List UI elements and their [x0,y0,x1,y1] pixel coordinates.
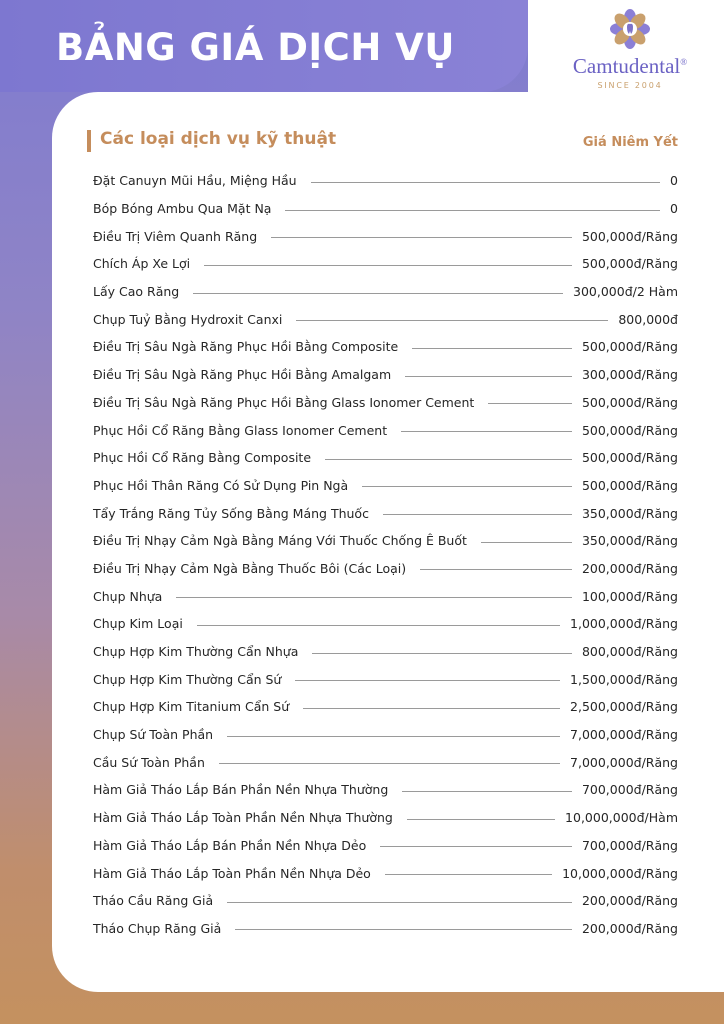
service-name: Hàm Giả Tháo Lắp Toàn Phần Nền Nhựa Thường [93,810,393,826]
service-price: 7,000,000đ/Răng [570,727,678,743]
dotted-leader [402,791,572,792]
dotted-leader [481,542,572,543]
service-price: 500,000đ/Răng [581,339,678,355]
service-row [93,278,678,306]
service-row [93,638,678,666]
dotted-leader [362,486,572,487]
service-row [93,499,678,527]
service-row [93,748,678,776]
service-name: Phục Hồi Cổ Răng Bằng Glass Ionomer Cement [93,422,388,438]
service-price: 350,000đ/Răng [581,533,678,549]
service-row [93,389,678,417]
service-price: 7,000,000đ/Răng [570,754,678,770]
logo-wordmark [562,54,698,79]
service-price: 1,000,000đ/Răng [570,616,678,632]
logo-since: SINCE 2004 [597,81,663,90]
service-name: Lấy Cao Răng [93,284,180,300]
service-name: Chụp Sứ Toàn Phần [93,727,214,743]
service-row [93,832,678,860]
service-row [93,804,678,832]
dotted-leader [271,237,572,238]
dotted-leader [412,348,572,349]
dotted-leader [325,459,572,460]
dotted-leader [311,182,660,183]
service-price: 800,000đ [618,311,678,327]
dotted-leader [405,376,572,377]
service-name: Phục Hồi Thân Răng Có Sử Dụng Pin Ngà [93,477,349,493]
dotted-leader [420,569,572,570]
service-row [93,167,678,195]
dotted-leader [488,403,572,404]
service-name: Điều Trị Viêm Quanh Răng [93,228,258,244]
service-price: 10,000,000đ/Hàm [565,810,678,826]
service-price: 200,000đ/Răng [581,560,678,576]
flower-logo-icon [606,8,654,52]
service-name: Điều Trị Nhạy Cảm Ngà Bằng Thuốc Bôi (Các Loại) [93,560,407,576]
service-price: 700,000đ/Răng [581,782,678,798]
service-price: 200,000đ/Răng [581,920,678,936]
service-name: Đặt Canuyn Mũi Hầu, Miệng Hầu [93,173,297,189]
dotted-leader [193,293,563,294]
service-row [93,527,678,555]
dotted-leader [227,736,560,737]
service-price: 10,000,000đ/Răng [562,865,678,881]
dotted-leader [385,874,552,875]
brand-logo [562,8,698,90]
service-name: Điều Trị Sâu Ngà Răng Phục Hồi Bằng Glass Ionomer Cement [93,394,475,410]
service-price: 700,000đ/Răng [581,837,678,853]
service-price: 500,000đ/Răng [581,394,678,410]
page-title: BẢNG GIÁ DỊCH VỤ [56,26,455,69]
service-name: Chụp Nhựa [93,588,163,604]
dotted-leader [401,431,572,432]
service-name: Tháo Chụp Răng Giả [93,920,222,936]
service-price: 500,000đ/Răng [581,450,678,466]
service-row [93,915,678,943]
service-price: 0 [670,173,678,189]
service-row [93,776,678,804]
dotted-leader [204,265,572,266]
service-row [93,444,678,472]
service-name: Tẩy Trắng Răng Tủy Sống Bằng Máng Thuốc [93,505,369,521]
service-name: Điều Trị Nhạy Cảm Ngà Bằng Máng Với Thuốc Chống Ê Buốt [93,533,467,549]
service-row [93,610,678,638]
service-price: 1,500,000đ/Răng [570,671,678,687]
service-price: 100,000đ/Răng [581,588,678,604]
service-row [93,361,678,389]
service-row [93,472,678,500]
dotted-leader [227,902,572,903]
dotted-leader [383,514,572,515]
service-price: 300,000đ/Răng [581,367,678,383]
service-row [93,721,678,749]
service-row [93,333,678,361]
service-row [93,665,678,693]
service-row [93,582,678,610]
service-price: 300,000đ/2 Hàm [573,284,678,300]
dotted-leader [407,819,555,820]
service-price: 200,000đ/Răng [581,893,678,909]
service-name: Tháo Cầu Răng Giả [93,893,214,909]
dotted-leader [197,625,560,626]
service-list [93,167,678,942]
service-row [93,887,678,915]
service-name: Chích Áp Xe Lợi [93,256,191,272]
service-name: Chụp Hợp Kim Thường Cẩn Sứ [93,671,282,687]
dotted-leader [176,597,572,598]
dotted-leader [296,320,608,321]
service-name: Bóp Bóng Ambu Qua Mặt Nạ [93,201,272,217]
service-price: 500,000đ/Răng [581,228,678,244]
service-name: Phục Hồi Cổ Răng Bằng Composite [93,450,312,466]
dotted-leader [285,210,660,211]
service-name: Hàm Giả Tháo Lắp Bán Phần Nền Nhựa Thường [93,782,389,798]
service-price: 350,000đ/Răng [581,505,678,521]
service-price: 800,000đ/Răng [581,644,678,660]
service-price: 500,000đ/Răng [581,256,678,272]
service-row [93,250,678,278]
service-row [93,859,678,887]
service-row [93,305,678,333]
service-name: Cầu Sứ Toàn Phần [93,754,205,770]
registered-mark: ® [680,57,688,67]
service-name: Điều Trị Sâu Ngà Răng Phục Hồi Bằng Amalgam [93,367,392,383]
service-name: Chụp Tuỷ Bằng Hydroxit Canxi [93,311,283,327]
service-price: 2,500,000đ/Răng [570,699,678,715]
service-price: 500,000đ/Răng [581,477,678,493]
dotted-leader [235,929,572,930]
service-row [93,222,678,250]
section-title: Các loại dịch vụ kỹ thuật [100,129,337,149]
dotted-leader [312,653,572,654]
service-name: Hàm Giả Tháo Lắp Toàn Phần Nền Nhựa Dẻo [93,865,371,881]
price-column-header: Giá Niêm Yết [582,135,678,150]
dotted-leader [380,846,572,847]
service-name: Chụp Hợp Kim Thường Cẩn Nhựa [93,644,299,660]
service-row [93,195,678,223]
dotted-leader [219,763,560,764]
service-row [93,555,678,583]
section-accent-bar [87,130,91,152]
service-name: Hàm Giả Tháo Lắp Bán Phần Nền Nhựa Dẻo [93,837,367,853]
service-price: 0 [670,201,678,217]
logo-name-text: Camtudental [572,54,681,78]
service-name: Chụp Hợp Kim Titanium Cẩn Sứ [93,699,290,715]
service-row [93,416,678,444]
service-name: Chụp Kim Loại [93,616,183,632]
service-price: 500,000đ/Răng [581,422,678,438]
service-row [93,693,678,721]
service-name: Điều Trị Sâu Ngà Răng Phục Hồi Bằng Composite [93,339,399,355]
dotted-leader [303,708,560,709]
dotted-leader [295,680,560,681]
